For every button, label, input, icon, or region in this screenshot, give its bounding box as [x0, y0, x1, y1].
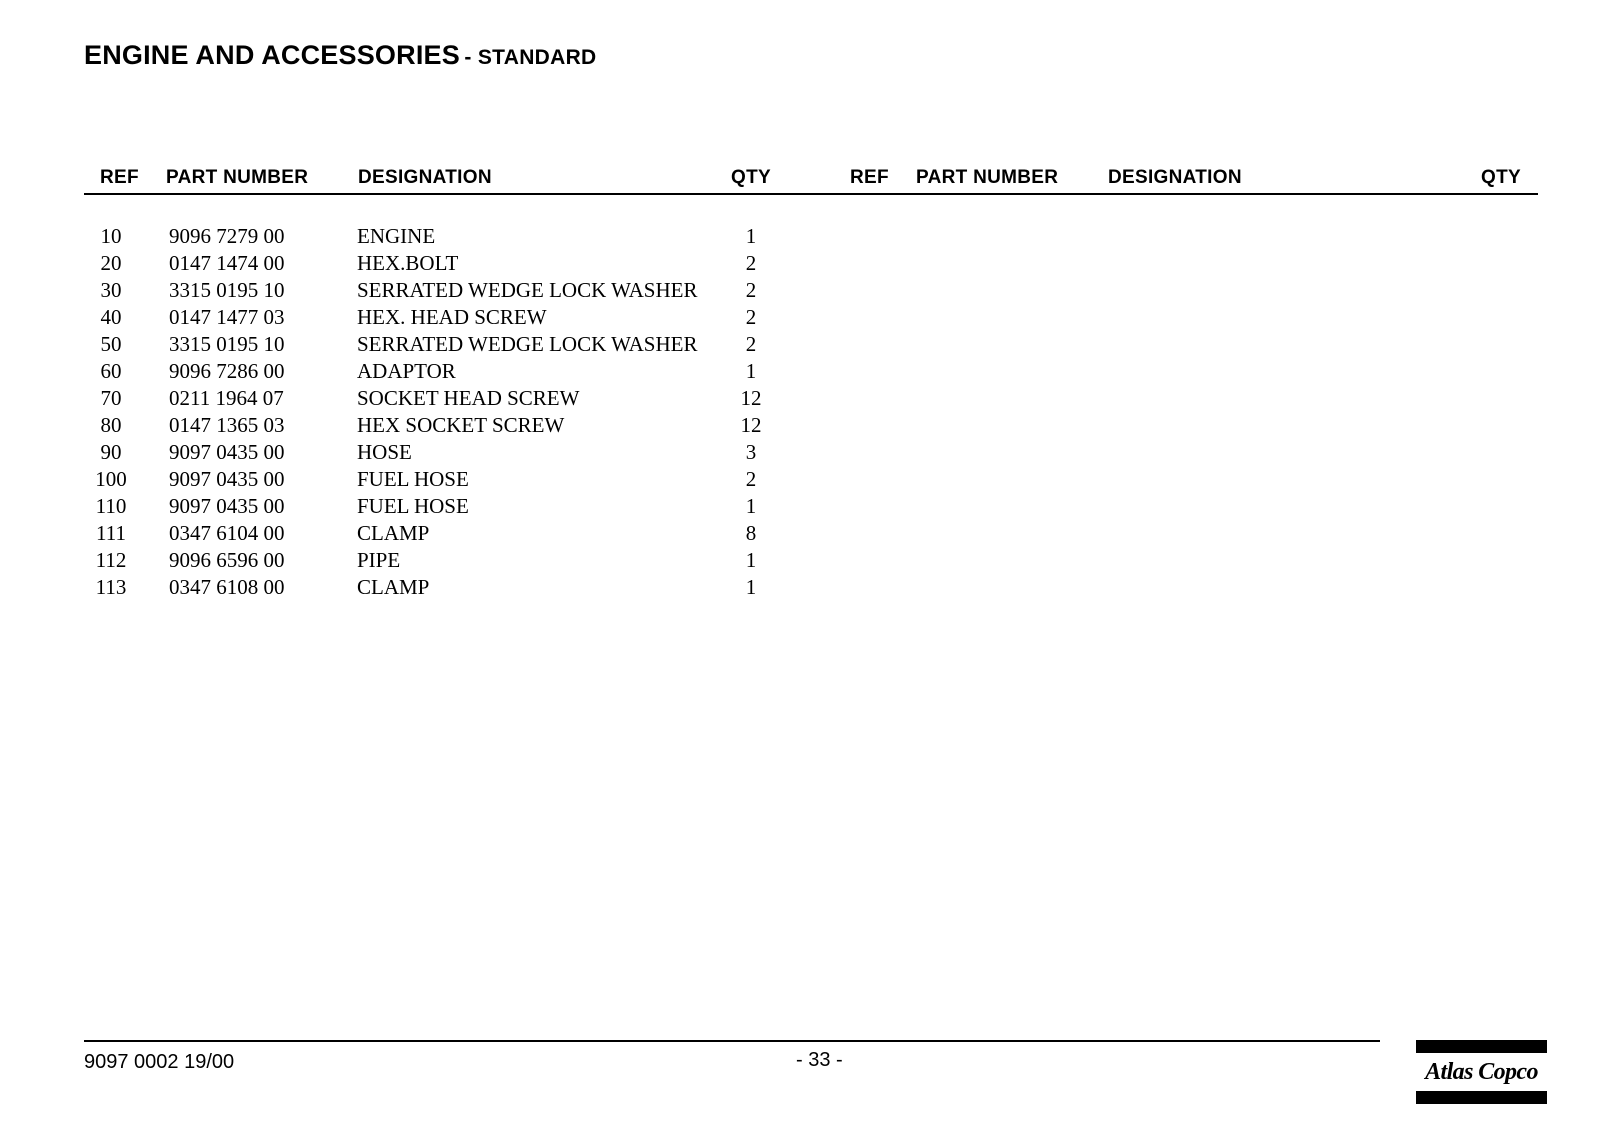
page-number: - 33 -	[796, 1049, 843, 1071]
part-designation: SERRATED WEDGE LOCK WASHER	[357, 332, 698, 356]
part-designation: CLAMP	[357, 575, 430, 599]
table-row	[0, 439, 1600, 466]
part-designation: ENGINE	[357, 224, 436, 248]
part-qty: 1	[745, 575, 757, 599]
part-number: 9096 6596 00	[169, 548, 285, 572]
part-designation: FUEL HOSE	[357, 494, 469, 518]
table-row	[0, 466, 1600, 493]
part-qty: 1	[745, 548, 757, 572]
table-row	[0, 277, 1600, 304]
part-ref: 20	[100, 251, 122, 275]
part-ref: 110	[95, 494, 127, 518]
part-ref: 113	[95, 575, 127, 599]
part-number: 9097 0435 00	[169, 467, 285, 491]
part-designation: HOSE	[357, 440, 412, 464]
col-header-ref-right: REF	[850, 167, 889, 188]
part-ref: 10	[100, 224, 122, 248]
header-divider	[84, 193, 1538, 195]
part-ref: 112	[95, 548, 127, 572]
part-number: 9097 0435 00	[169, 440, 285, 464]
part-number: 0211 1964 07	[169, 386, 284, 410]
table-row	[0, 385, 1600, 412]
part-qty: 2	[745, 467, 757, 491]
table-row	[0, 547, 1600, 574]
part-number: 0347 6104 00	[169, 521, 285, 545]
part-number: 0147 1477 03	[169, 305, 285, 329]
part-designation: FUEL HOSE	[357, 467, 469, 491]
part-designation: PIPE	[357, 548, 401, 572]
part-qty: 2	[745, 332, 757, 356]
footer-divider	[84, 1040, 1380, 1042]
col-header-designation: DESIGNATION	[358, 167, 492, 188]
atlas-copco-logo	[1416, 1040, 1547, 1104]
table-row	[0, 520, 1600, 547]
part-number: 9096 7279 00	[169, 224, 285, 248]
part-designation: SERRATED WEDGE LOCK WASHER	[357, 278, 698, 302]
part-qty: 2	[745, 278, 757, 302]
part-designation: HEX. HEAD SCREW	[357, 305, 547, 329]
col-header-qty-right: QTY	[1481, 167, 1521, 188]
table-row	[0, 304, 1600, 331]
part-qty: 1	[745, 224, 757, 248]
part-qty: 3	[745, 440, 757, 464]
col-header-part-number: PART NUMBER	[166, 167, 309, 188]
title-main: ENGINE AND ACCESSORIES	[84, 40, 460, 70]
part-qty: 1	[745, 359, 757, 383]
part-number: 0147 1474 00	[169, 251, 285, 275]
table-row	[0, 358, 1600, 385]
table-row	[0, 223, 1600, 250]
part-number: 9097 0435 00	[169, 494, 285, 518]
part-designation: ADAPTOR	[357, 359, 456, 383]
part-ref: 40	[100, 305, 122, 329]
part-qty: 2	[745, 251, 757, 275]
part-number: 3315 0195 10	[169, 332, 285, 356]
part-designation: HEX SOCKET SCREW	[357, 413, 565, 437]
part-qty: 12	[740, 413, 762, 437]
part-qty: 2	[745, 305, 757, 329]
part-ref: 60	[100, 359, 122, 383]
table-row	[0, 250, 1600, 277]
part-qty: 8	[745, 521, 757, 545]
part-ref: 80	[100, 413, 122, 437]
part-designation: HEX.BOLT	[357, 251, 459, 275]
part-qty: 1	[745, 494, 757, 518]
title-subtitle: - STANDARD	[464, 46, 597, 69]
table-row	[0, 331, 1600, 358]
document-number: 9097 0002 19/00	[84, 1051, 235, 1073]
part-number: 9096 7286 00	[169, 359, 285, 383]
part-number: 3315 0195 10	[169, 278, 285, 302]
part-designation: CLAMP	[357, 521, 430, 545]
table-row	[0, 574, 1600, 601]
col-header-qty: QTY	[731, 167, 771, 188]
table-row	[0, 412, 1600, 439]
col-header-ref: REF	[100, 167, 139, 188]
parts-table	[0, 223, 1600, 601]
page-title	[84, 40, 597, 71]
part-number: 0147 1365 03	[169, 413, 285, 437]
table-row	[0, 493, 1600, 520]
part-ref: 50	[100, 332, 122, 356]
col-header-part-number-right: PART NUMBER	[916, 167, 1059, 188]
col-header-designation-right: DESIGNATION	[1108, 167, 1242, 188]
part-ref: 100	[95, 467, 127, 491]
logo-bar-top	[1416, 1040, 1547, 1053]
part-ref: 30	[100, 278, 122, 302]
part-ref: 90	[100, 440, 122, 464]
part-number: 0347 6108 00	[169, 575, 285, 599]
part-qty: 12	[740, 386, 762, 410]
part-ref: 70	[100, 386, 122, 410]
part-ref: 111	[96, 521, 126, 545]
part-designation: SOCKET HEAD SCREW	[357, 386, 580, 410]
logo-bar-bottom	[1416, 1091, 1547, 1104]
logo-wordmark: Atlas Copco	[1425, 1059, 1538, 1085]
